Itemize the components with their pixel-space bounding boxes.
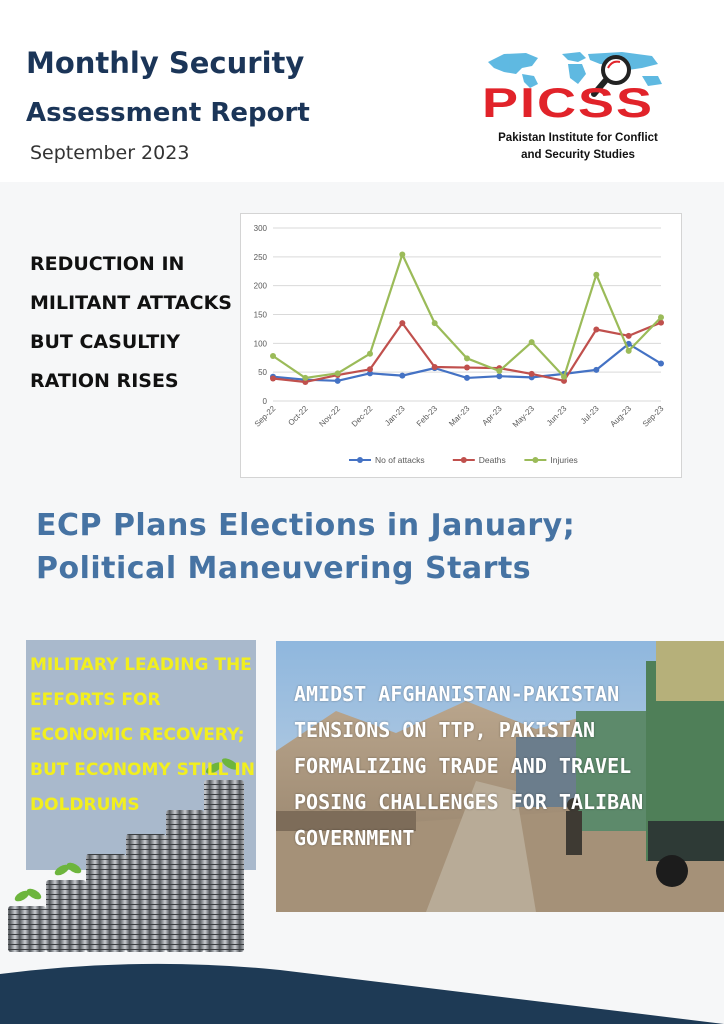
report-date: September 2023 xyxy=(30,142,190,164)
footer-band xyxy=(0,960,724,1024)
data-point xyxy=(270,353,276,359)
data-point xyxy=(496,373,502,379)
y-tick-label: 50 xyxy=(258,368,267,378)
x-tick-label: Jun-23 xyxy=(544,404,569,428)
y-tick-label: 100 xyxy=(253,339,267,349)
data-point xyxy=(593,326,599,332)
y-tick-label: 250 xyxy=(253,252,267,262)
data-point xyxy=(464,375,470,381)
y-tick-label: 0 xyxy=(262,397,267,406)
report-title-line1: Monthly Security xyxy=(26,46,305,80)
x-tick-label: Aug-23 xyxy=(608,404,634,429)
picss-logo xyxy=(478,48,678,170)
data-point xyxy=(464,355,470,361)
x-tick-label: Feb-23 xyxy=(414,404,440,429)
x-tick-label: Jul-23 xyxy=(578,404,601,426)
x-tick-label: Mar-23 xyxy=(447,404,472,429)
logo-wordmark: PICSS xyxy=(482,79,655,127)
data-point xyxy=(432,320,438,326)
legend-marker xyxy=(357,457,363,463)
data-point xyxy=(529,371,535,377)
data-point xyxy=(335,378,341,384)
logo-subtitle xyxy=(478,130,678,164)
headline-militant-attacks: REDUCTION IN MILITANT ATTACKS BUT CASULTIY RATION RISES xyxy=(30,253,232,392)
legend-entry: Injuries xyxy=(550,455,578,465)
legend-entry: Deaths xyxy=(478,455,506,465)
headline-afghanistan-tensions: AMIDST AFGHANISTAN-PAKISTAN TENSIONS ON TTP, PAKISTAN FORMALIZING TRADE AND TRAVEL POSING CHALLENGES FOR TALIBAN GOVERNMENT xyxy=(294,682,644,850)
data-point xyxy=(529,339,535,345)
data-point xyxy=(399,252,405,258)
y-tick-label: 200 xyxy=(253,281,267,291)
data-point xyxy=(399,320,405,326)
series-line xyxy=(273,323,661,382)
data-point xyxy=(593,272,599,278)
data-point xyxy=(626,348,632,354)
data-point xyxy=(626,333,632,339)
logo-subtitle-line1: Pakistan Institute for Conflict xyxy=(498,132,658,144)
logo-subtitle-line2: and Security Studies xyxy=(521,149,635,161)
data-point xyxy=(302,375,308,381)
x-tick-label: Jan-23 xyxy=(383,404,407,428)
data-point xyxy=(658,361,664,367)
legend-marker xyxy=(532,457,538,463)
data-point xyxy=(432,364,438,370)
x-tick-label: Nov-22 xyxy=(317,404,343,429)
data-point xyxy=(399,373,405,379)
x-tick-label: Apr-23 xyxy=(480,404,504,428)
x-tick-label: Sep-23 xyxy=(640,404,666,429)
x-tick-label: Sep-22 xyxy=(252,404,278,429)
attacks-chart-svg xyxy=(241,214,681,477)
data-point xyxy=(658,314,664,320)
headline-military-economy: MILITARY LEADING THE EFFORTS FOR ECONOMIC RECOVERY; BUT ECONOMY STILL IN DOLDRUMS xyxy=(30,655,255,815)
data-point xyxy=(496,368,502,374)
x-tick-label: Dec-22 xyxy=(349,404,375,429)
x-tick-label: Oct-22 xyxy=(286,404,310,428)
legend-marker xyxy=(461,457,467,463)
attacks-chart xyxy=(240,213,682,478)
data-point xyxy=(464,365,470,371)
legend-entry: No of attacks xyxy=(375,455,425,465)
headline-ecp-elections: ECP Plans Elections in January; Political Maneuvering Starts xyxy=(36,508,576,586)
x-tick-label: May-23 xyxy=(510,404,537,430)
data-point xyxy=(367,351,373,357)
data-point xyxy=(335,370,341,376)
y-tick-label: 300 xyxy=(253,224,267,233)
data-point xyxy=(593,367,599,373)
data-point xyxy=(270,376,276,382)
report-title-line2: Assessment Report xyxy=(26,98,310,128)
data-point xyxy=(561,374,567,380)
y-tick-label: 150 xyxy=(253,310,267,320)
data-point xyxy=(367,366,373,372)
